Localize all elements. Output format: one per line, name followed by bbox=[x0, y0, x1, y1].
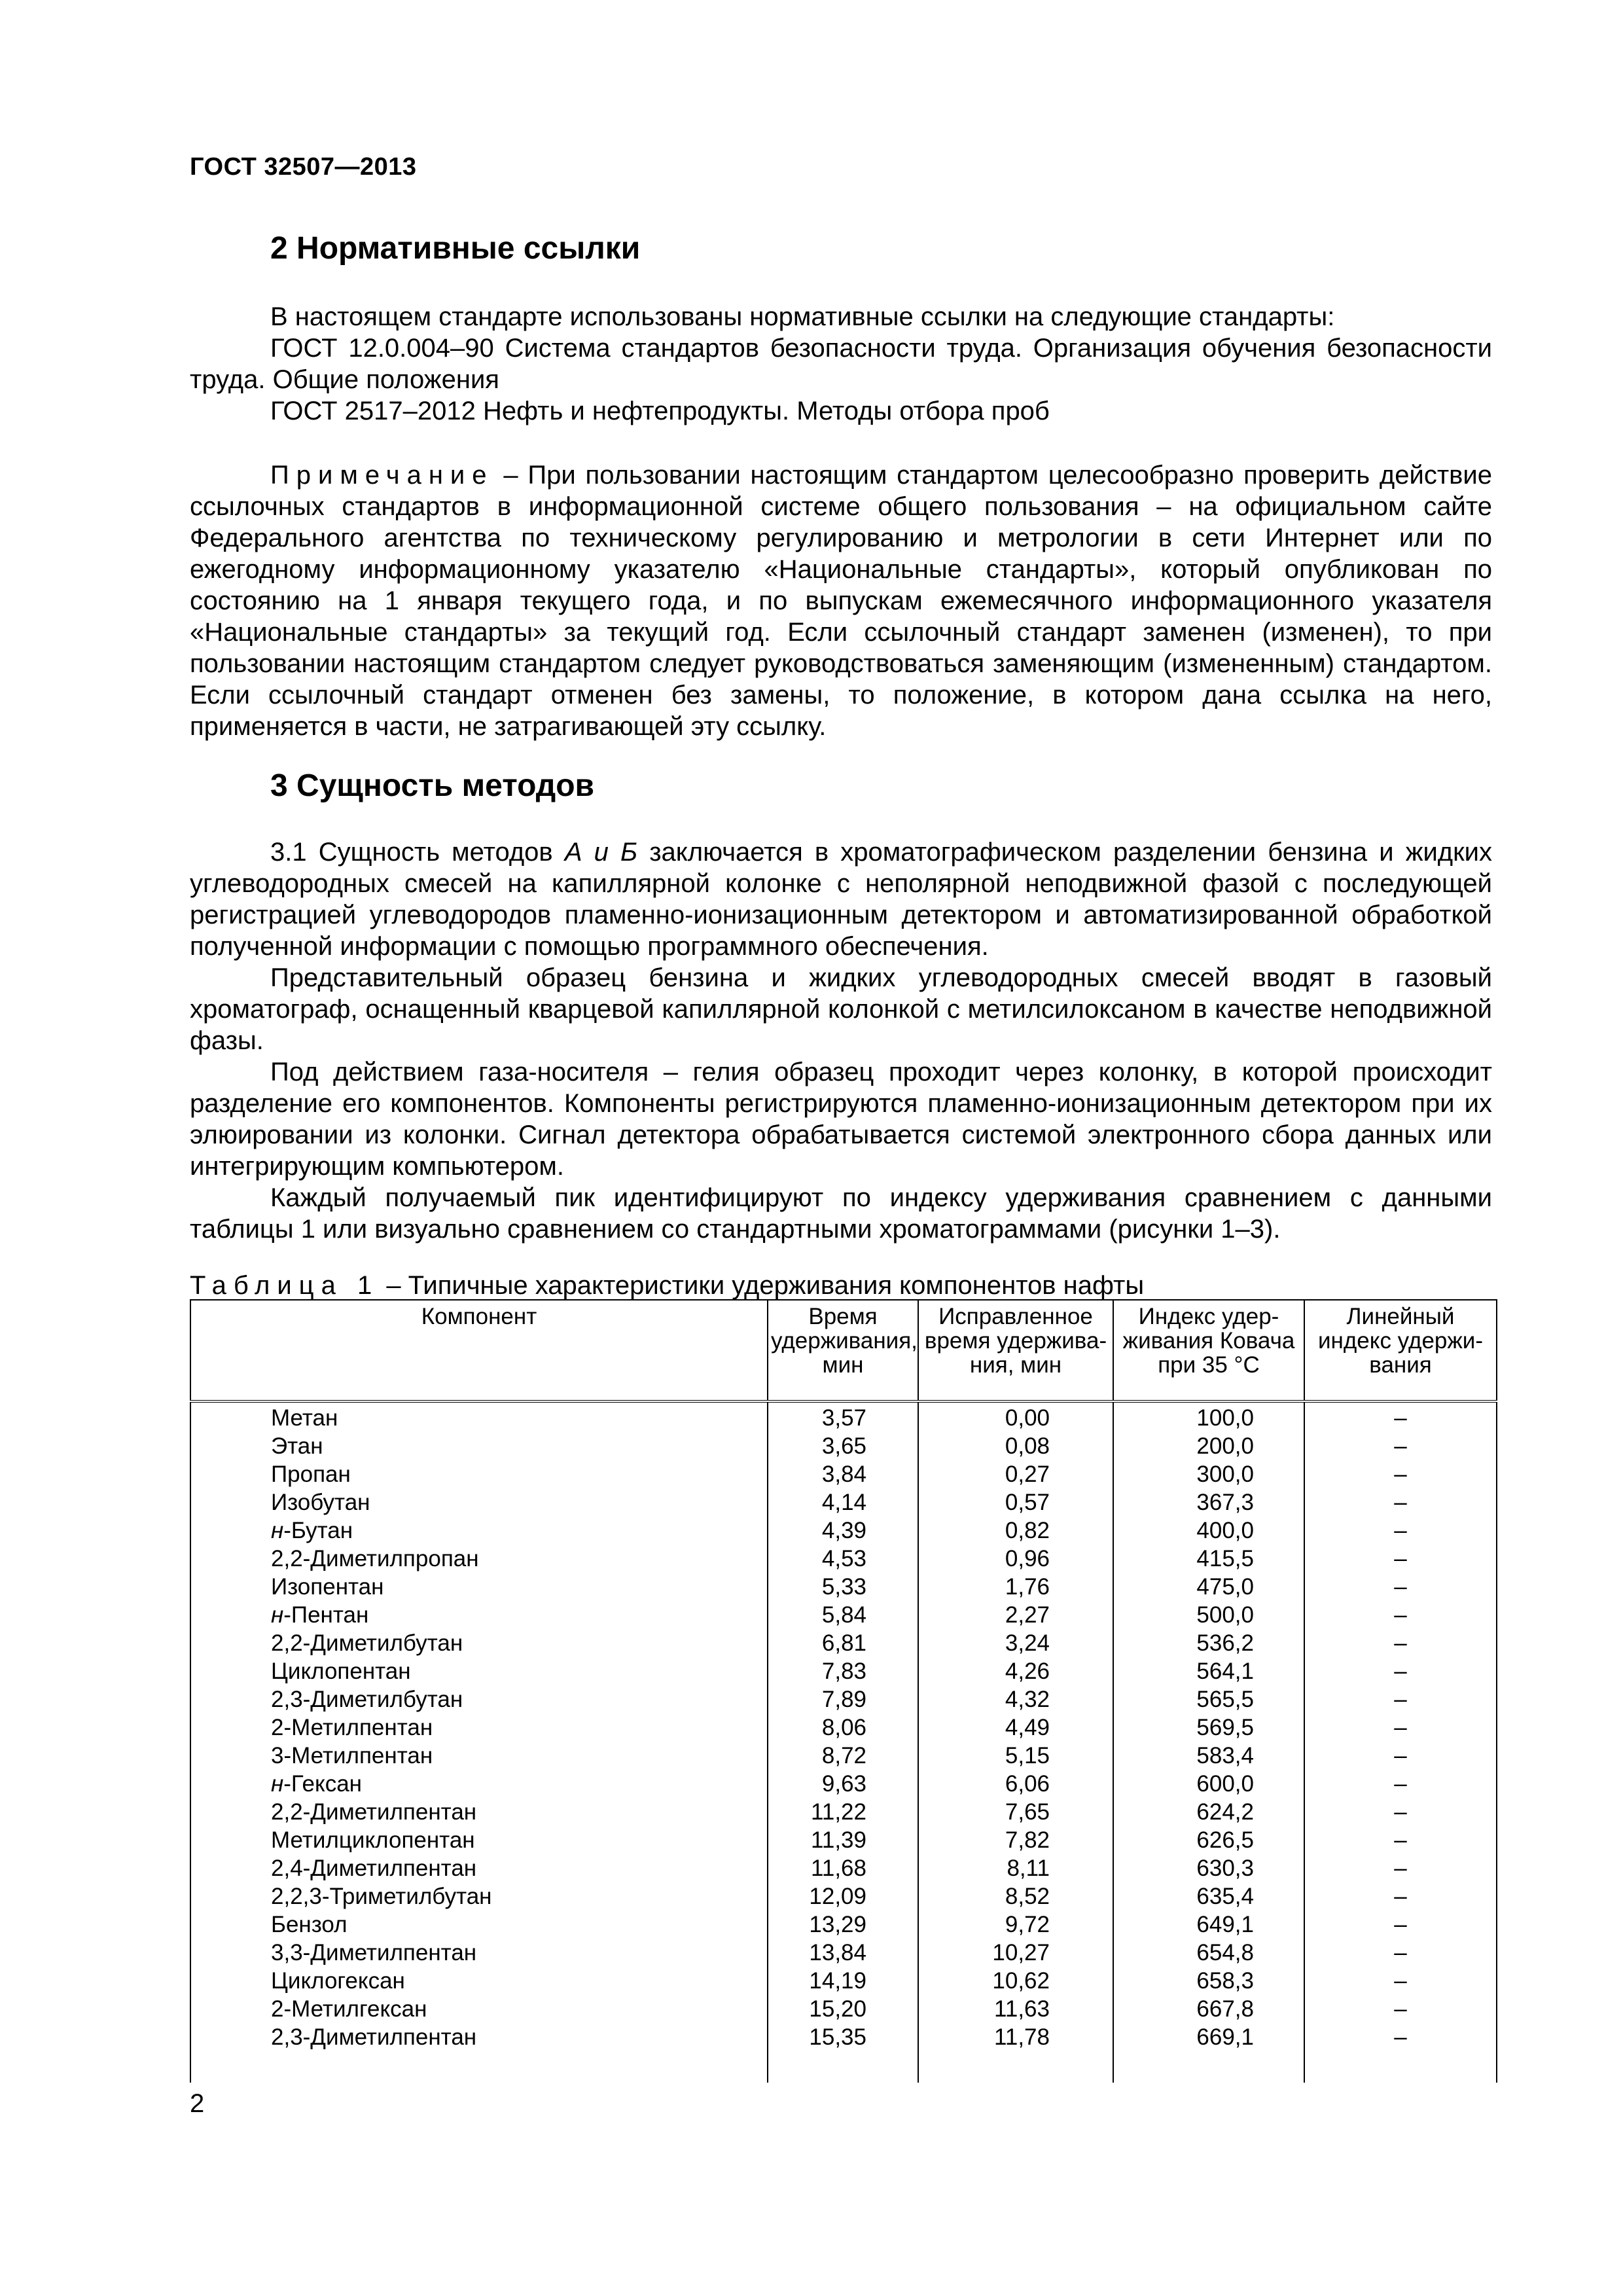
cell-linear-index: – bbox=[1304, 1854, 1497, 1882]
table-row bbox=[190, 1826, 1497, 1854]
cell-kovats-index: 564,1 bbox=[1113, 1657, 1304, 1685]
cell-retention-time: 4,39 bbox=[768, 1516, 918, 1545]
cell-component: 2,2,3-Триметилбутан bbox=[190, 1882, 768, 1910]
header-component: Компонент bbox=[190, 1300, 768, 1401]
section-2-body bbox=[190, 301, 1492, 427]
table-row bbox=[190, 1713, 1497, 1742]
table-header-row bbox=[190, 1300, 1497, 1401]
cell-corrected-time: 9,72 bbox=[918, 1910, 1113, 1939]
section-2-intro: В настоящем стандарте использованы нормативные ссылки на следующие стандарты: bbox=[270, 302, 1335, 331]
table-row bbox=[190, 1401, 1497, 1432]
cell-kovats-index: 600,0 bbox=[1113, 1770, 1304, 1798]
note-label: Примечание bbox=[270, 461, 494, 490]
cell-linear-index: – bbox=[1304, 1826, 1497, 1854]
table-row bbox=[190, 1910, 1497, 1939]
cell-retention-time: 11,39 bbox=[768, 1826, 918, 1854]
cell-linear-index: – bbox=[1304, 1573, 1497, 1601]
document-header: ГОСТ 32507—2013 bbox=[190, 153, 417, 181]
cell-corrected-time: 4,32 bbox=[918, 1685, 1113, 1713]
page-number: 2 bbox=[190, 2089, 205, 2118]
cell-kovats-index: 635,4 bbox=[1113, 1882, 1304, 1910]
cell-kovats-index: 667,8 bbox=[1113, 1995, 1304, 2023]
cell-linear-index: – bbox=[1304, 1629, 1497, 1657]
header-retention-time: Время удерживания, мин bbox=[768, 1300, 918, 1401]
cell-kovats-index: 500,0 bbox=[1113, 1601, 1304, 1629]
cell-retention-time: 7,89 bbox=[768, 1685, 918, 1713]
cell-kovats-index: 300,0 bbox=[1113, 1460, 1304, 1488]
cell-retention-time: 5,33 bbox=[768, 1573, 918, 1601]
reference-2: ГОСТ 2517–2012 Нефть и нефтепродукты. Методы отбора проб bbox=[270, 397, 1050, 425]
section-3-paragraph-3: Под действием газа-носителя – гелия образец проходит через колонку, в которой происходит разделение его компонентов. Компоненты регистрируются пламенно-ионизационным детектором при их элюировании из колонки. Сигнал детектора обрабатывается системой электронного сбора данных или интегрирующим компьютером. bbox=[190, 1058, 1492, 1181]
cell-kovats-index: 624,2 bbox=[1113, 1798, 1304, 1826]
cell-linear-index: – bbox=[1304, 1545, 1497, 1573]
cell-kovats-index: 415,5 bbox=[1113, 1545, 1304, 1573]
cell-retention-time: 15,35 bbox=[768, 2023, 918, 2051]
cell-kovats-index: 583,4 bbox=[1113, 1742, 1304, 1770]
table-row bbox=[190, 1770, 1497, 1798]
cell-component: 2-Метилгексан bbox=[190, 1995, 768, 2023]
table-caption-text: – Типичные характеристики удерживания компонентов нафты bbox=[379, 1271, 1145, 1300]
cell-retention-time: 15,20 bbox=[768, 1995, 918, 2023]
note-text: – При пользовании настоящим стандартом целесообразно проверить действие ссылочных стандартов в информационной системе общего пользования – на официальном сайте Федерального агентства по техническому регулированию и метрологии в сети Интернет или по ежегодному информационному указателю «Национальные стандарты», который опубликован по состоянию на 1 января текущего года, и по выпускам ежемесячного информационного указателя «Национальные стандарты» за текущий год. Если ссылочный стандарт заменен (изменен), то при пользовании настоящим стандартом следует руководствоваться заменяющим (измененным) стандартом. Если ссылочный стандарт отменен без замены, то положение, в котором дана ссылка на него, применяется в части, не затрагивающей эту ссылку. bbox=[190, 461, 1492, 741]
cell-retention-time: 11,22 bbox=[768, 1798, 918, 1826]
table-row bbox=[190, 1629, 1497, 1657]
cell-linear-index: – bbox=[1304, 1657, 1497, 1685]
cell-retention-time: 11,68 bbox=[768, 1854, 918, 1882]
cell-component: 2,2-Диметилпентан bbox=[190, 1798, 768, 1826]
cell-retention-time: 8,06 bbox=[768, 1713, 918, 1742]
table-continuation-row bbox=[190, 2051, 1497, 2083]
cell-linear-index: – bbox=[1304, 1967, 1497, 1995]
cell-corrected-time: 8,11 bbox=[918, 1854, 1113, 1882]
cell-corrected-time: 3,24 bbox=[918, 1629, 1113, 1657]
section-3-paragraph-2: Представительный образец бензина и жидких углеводородных смесей вводят в газовый хроматограф, оснащенный кварцевой капиллярной колонкой с метилсилоксаном в качестве неподвижной фазы. bbox=[190, 963, 1492, 1055]
cell-kovats-index: 649,1 bbox=[1113, 1910, 1304, 1939]
cell-component: Этан bbox=[190, 1432, 768, 1460]
table-row bbox=[190, 1573, 1497, 1601]
table-row bbox=[190, 1516, 1497, 1545]
cell-corrected-time: 11,78 bbox=[918, 2023, 1113, 2051]
cell-component: Пропан bbox=[190, 1460, 768, 1488]
cell-corrected-time: 7,82 bbox=[918, 1826, 1113, 1854]
table-row bbox=[190, 1460, 1497, 1488]
cell-component: 2,4-Диметилпентан bbox=[190, 1854, 768, 1882]
cell-retention-time: 3,84 bbox=[768, 1460, 918, 1488]
cell-corrected-time: 0,27 bbox=[918, 1460, 1113, 1488]
cell-kovats-index: 626,5 bbox=[1113, 1826, 1304, 1854]
table-caption-label: Таблица 1 bbox=[190, 1271, 380, 1300]
cell-retention-time: 13,29 bbox=[768, 1910, 918, 1939]
cell-linear-index: – bbox=[1304, 1713, 1497, 1742]
cell-corrected-time: 0,82 bbox=[918, 1516, 1113, 1545]
table-row bbox=[190, 1601, 1497, 1629]
table-row bbox=[190, 1685, 1497, 1713]
cell-kovats-index: 654,8 bbox=[1113, 1939, 1304, 1967]
cell-component: н-Гексан bbox=[190, 1770, 768, 1798]
table-body bbox=[190, 1401, 1497, 2083]
cell-linear-index: – bbox=[1304, 1401, 1497, 1432]
cell-retention-time: 6,81 bbox=[768, 1629, 918, 1657]
section-3-title: 3 Сущность методов bbox=[270, 768, 595, 803]
cell-linear-index: – bbox=[1304, 1882, 1497, 1910]
cell-linear-index: – bbox=[1304, 1601, 1497, 1629]
table-row bbox=[190, 2023, 1497, 2051]
header-linear-index: Линейный индекс удержи-вания bbox=[1304, 1300, 1497, 1401]
table-row bbox=[190, 1545, 1497, 1573]
cell-retention-time: 4,14 bbox=[768, 1488, 918, 1516]
cell-component: н-Пентан bbox=[190, 1601, 768, 1629]
cell-corrected-time: 10,27 bbox=[918, 1939, 1113, 1967]
table-row bbox=[190, 1854, 1497, 1882]
cell-component: н-Бутан bbox=[190, 1516, 768, 1545]
cell-linear-index: – bbox=[1304, 2023, 1497, 2051]
cell-linear-index: – bbox=[1304, 1939, 1497, 1967]
cell-retention-time: 12,09 bbox=[768, 1882, 918, 1910]
cell-linear-index: – bbox=[1304, 1910, 1497, 1939]
reference-1: ГОСТ 12.0.004–90 Система стандартов безопасности труда. Организация обучения безопасности труда. Общие положения bbox=[190, 334, 1492, 394]
cell-kovats-index: 669,1 bbox=[1113, 2023, 1304, 2051]
header-kovats-index: Индекс удер-живания Ковача при 35 °С bbox=[1113, 1300, 1304, 1401]
table-row bbox=[190, 1798, 1497, 1826]
section-2-title: 2 Нормативные ссылки bbox=[270, 231, 641, 266]
section-3-paragraph-4: Каждый получаемый пик идентифицируют по индексу удерживания сравнением с данными таблицы 1 или визуально сравнением со стандартными хроматограммами (рисунки 1–3). bbox=[190, 1183, 1492, 1244]
cell-kovats-index: 475,0 bbox=[1113, 1573, 1304, 1601]
cell-corrected-time: 0,00 bbox=[918, 1401, 1113, 1432]
cell-corrected-time: 7,65 bbox=[918, 1798, 1113, 1826]
cell-linear-index: – bbox=[1304, 1742, 1497, 1770]
section-3-body bbox=[190, 836, 1492, 1245]
table-row bbox=[190, 1488, 1497, 1516]
cell-component: 2-Метилпентан bbox=[190, 1713, 768, 1742]
cell-corrected-time: 0,57 bbox=[918, 1488, 1113, 1516]
cell-kovats-index: 200,0 bbox=[1113, 1432, 1304, 1460]
table-row bbox=[190, 1657, 1497, 1685]
cell-retention-time: 13,84 bbox=[768, 1939, 918, 1967]
cell-retention-time: 9,63 bbox=[768, 1770, 918, 1798]
table-row bbox=[190, 1939, 1497, 1967]
cell-corrected-time: 4,26 bbox=[918, 1657, 1113, 1685]
table-caption bbox=[190, 1271, 1144, 1300]
table-row bbox=[190, 1742, 1497, 1770]
cell-corrected-time: 1,76 bbox=[918, 1573, 1113, 1601]
cell-kovats-index: 565,5 bbox=[1113, 1685, 1304, 1713]
cell-component: 2,2-Диметилбутан bbox=[190, 1629, 768, 1657]
cell-retention-time: 4,53 bbox=[768, 1545, 918, 1573]
cell-linear-index: – bbox=[1304, 1460, 1497, 1488]
cell-component: Метан bbox=[190, 1401, 768, 1432]
cell-linear-index: – bbox=[1304, 1770, 1497, 1798]
cell-corrected-time: 11,63 bbox=[918, 1995, 1113, 2023]
cell-component: Метилциклопентан bbox=[190, 1826, 768, 1854]
table-row bbox=[190, 1882, 1497, 1910]
cell-corrected-time: 0,08 bbox=[918, 1432, 1113, 1460]
cell-kovats-index: 630,3 bbox=[1113, 1854, 1304, 1882]
cell-component: 2,3-Диметилпентан bbox=[190, 2023, 768, 2051]
cell-retention-time: 8,72 bbox=[768, 1742, 918, 1770]
cell-linear-index: – bbox=[1304, 1516, 1497, 1545]
cell-kovats-index: 658,3 bbox=[1113, 1967, 1304, 1995]
cell-corrected-time: 10,62 bbox=[918, 1967, 1113, 1995]
cell-retention-time: 14,19 bbox=[768, 1967, 918, 1995]
cell-kovats-index: 367,3 bbox=[1113, 1488, 1304, 1516]
cell-component: 2,3-Диметилбутан bbox=[190, 1685, 768, 1713]
table-row bbox=[190, 1967, 1497, 1995]
cell-kovats-index: 569,5 bbox=[1113, 1713, 1304, 1742]
section-3-paragraph-1: 3.1 Сущность методов А и Б заключается в хроматографическом разделении бензина и жидких углеводородных смесей на капиллярной колонке с неполярной неподвижной фазой с последующей регистрацией углеводородов пламенно-ионизационным детектором и автоматизированной обработкой полученной информации с помощью программного обеспечения. bbox=[190, 838, 1492, 961]
cell-corrected-time: 8,52 bbox=[918, 1882, 1113, 1910]
cell-kovats-index: 100,0 bbox=[1113, 1401, 1304, 1432]
cell-component: Изопентан bbox=[190, 1573, 768, 1601]
cell-linear-index: – bbox=[1304, 1488, 1497, 1516]
cell-linear-index: – bbox=[1304, 1432, 1497, 1460]
cell-component: Бензол bbox=[190, 1910, 768, 1939]
note-block bbox=[190, 459, 1492, 742]
table-row bbox=[190, 1995, 1497, 2023]
cell-component: 3-Метилпентан bbox=[190, 1742, 768, 1770]
cell-corrected-time: 5,15 bbox=[918, 1742, 1113, 1770]
cell-corrected-time: 6,06 bbox=[918, 1770, 1113, 1798]
cell-corrected-time: 4,49 bbox=[918, 1713, 1113, 1742]
cell-linear-index: – bbox=[1304, 1685, 1497, 1713]
cell-component: 3,3-Диметилпентан bbox=[190, 1939, 768, 1967]
cell-kovats-index: 400,0 bbox=[1113, 1516, 1304, 1545]
cell-retention-time: 3,57 bbox=[768, 1401, 918, 1432]
table-row bbox=[190, 1432, 1497, 1460]
cell-component: Циклогексан bbox=[190, 1967, 768, 1995]
cell-component: Изобутан bbox=[190, 1488, 768, 1516]
header-corrected-time: Исправленное время удержива-ния, мин bbox=[918, 1300, 1113, 1401]
cell-linear-index: – bbox=[1304, 1995, 1497, 2023]
retention-table bbox=[190, 1299, 1497, 2083]
cell-linear-index: – bbox=[1304, 1798, 1497, 1826]
cell-retention-time: 5,84 bbox=[768, 1601, 918, 1629]
cell-kovats-index: 536,2 bbox=[1113, 1629, 1304, 1657]
cell-component: 2,2-Диметилпропан bbox=[190, 1545, 768, 1573]
cell-corrected-time: 2,27 bbox=[918, 1601, 1113, 1629]
cell-retention-time: 3,65 bbox=[768, 1432, 918, 1460]
cell-component: Циклопентан bbox=[190, 1657, 768, 1685]
cell-corrected-time: 0,96 bbox=[918, 1545, 1113, 1573]
cell-retention-time: 7,83 bbox=[768, 1657, 918, 1685]
